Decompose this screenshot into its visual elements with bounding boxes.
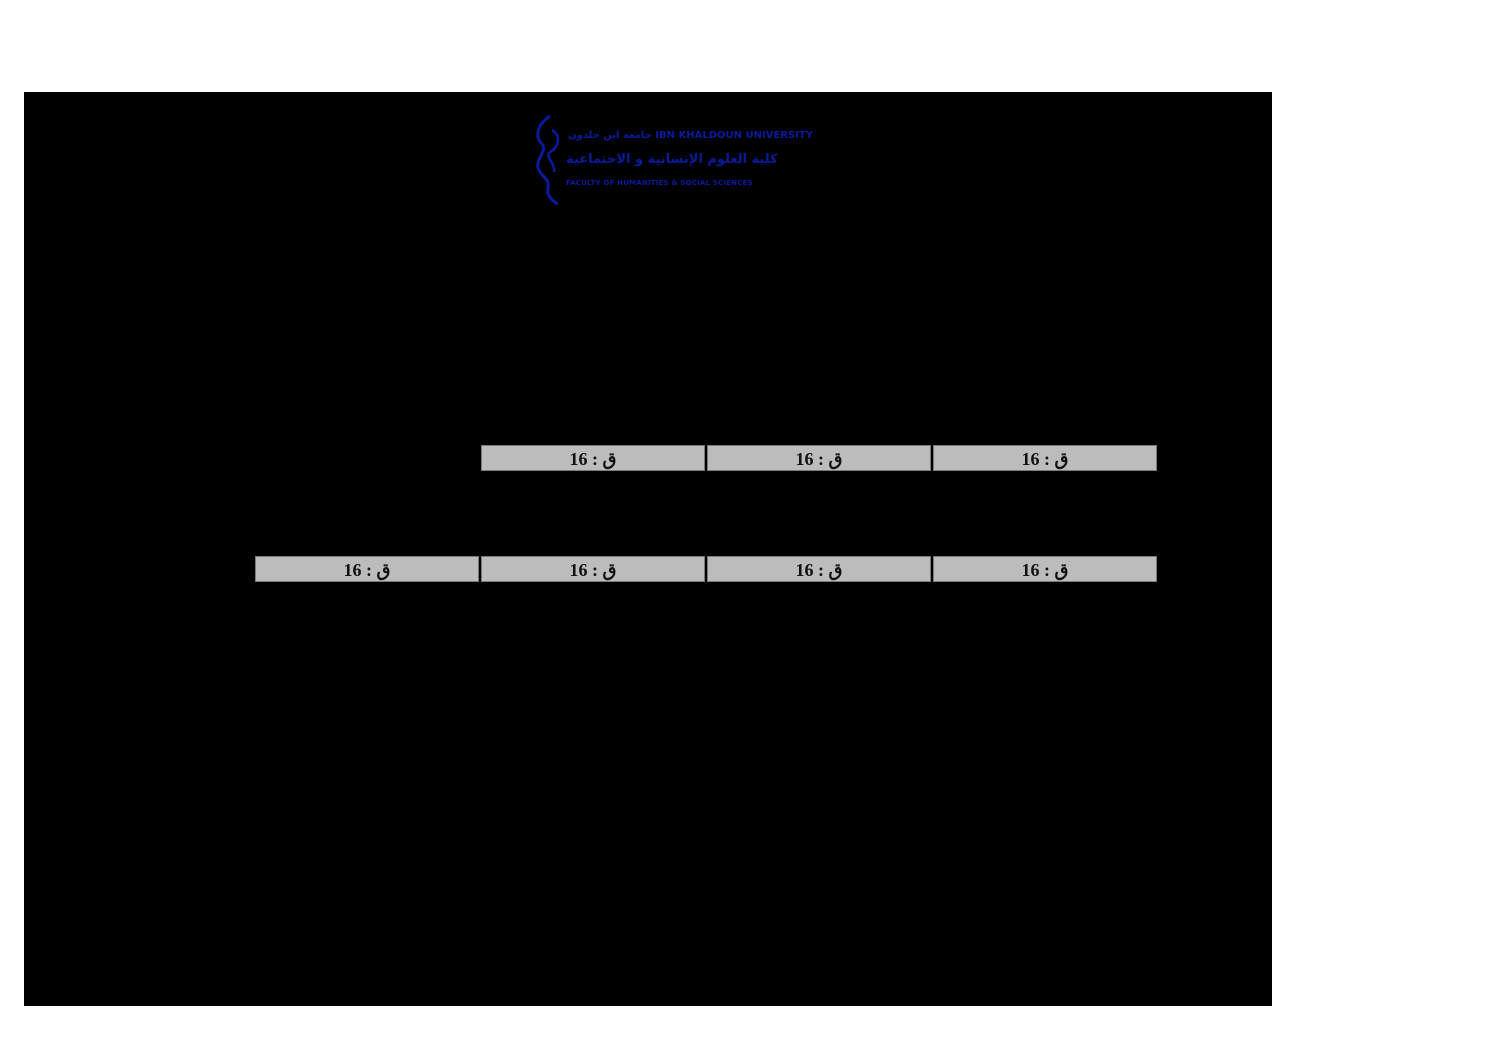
schedule-row-2 <box>253 556 1157 584</box>
logo-faculty-arabic: كلية العلوم الإنسانية و الاجتماعية <box>566 152 778 167</box>
logo-university-name: جامعة ابن خلدون IBN KHALDOUN UNIVERSITY <box>568 130 813 141</box>
schedule-row-1 <box>479 445 1157 473</box>
room-cell: ق : 16 <box>481 445 705 471</box>
room-cell: ق : 16 <box>481 556 705 582</box>
room-cell: ق : 16 <box>707 556 931 582</box>
room-cell: ق : 16 <box>707 445 931 471</box>
room-cell: ق : 16 <box>933 556 1157 582</box>
room-cell: ق : 16 <box>933 445 1157 471</box>
university-logo <box>528 114 813 206</box>
logo-faculty-english: FACULTY OF HUMANITIES & SOCIAL SCIENCES <box>566 179 753 187</box>
document-page <box>24 92 1272 1006</box>
logo-emblem-icon <box>528 114 568 206</box>
room-cell: ق : 16 <box>255 556 479 582</box>
